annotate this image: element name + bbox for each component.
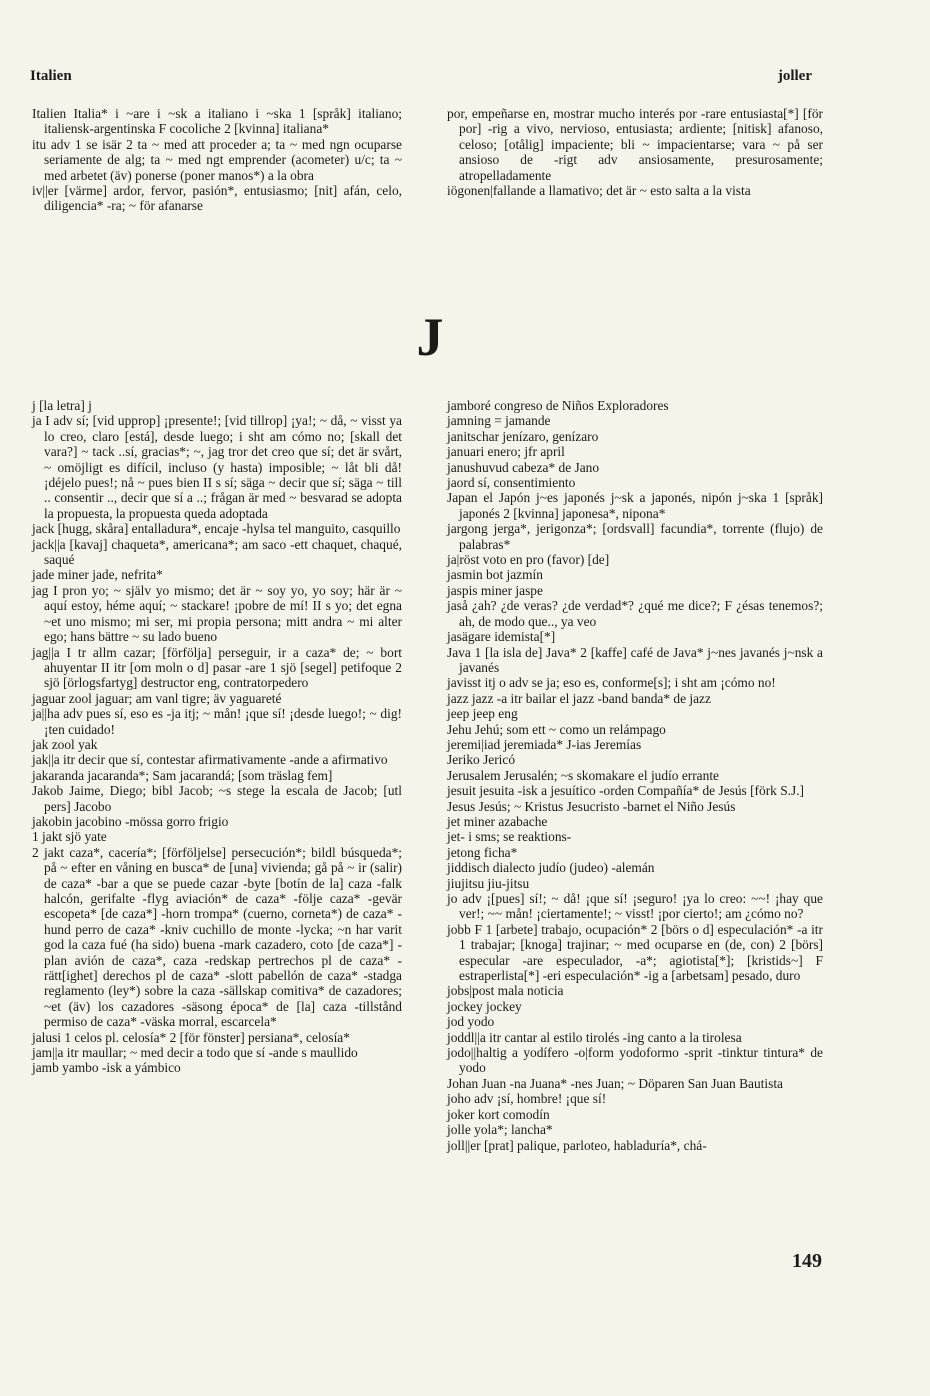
dictionary-entry: javisst itj o adv se ja; eso es, conforme[s]; i sht am ¡cómo no!: [447, 675, 776, 691]
dictionary-entry: jag||a I tr allm cazar; [förfölja] perseguir, ir a caza* de; ~ bort ahuyentar II itr [om moln o d] pasar -are 1 sjö [segel] petifoque 2 sjö [örlogsfartyg] destructor eng, contratorpedero: [32, 644, 402, 691]
dictionary-entry: janitschar jenízaro, genízaro: [447, 428, 599, 444]
section-letter: J: [416, 307, 444, 367]
column-top-right: [447, 106, 823, 198]
column-bottom-right: [447, 398, 823, 1153]
dictionary-entry: Jakob Jaime, Diego; bibl Jacob; ~s stege la escala de Jacob; [utl pers] Jacobo: [32, 783, 402, 814]
dictionary-entry: jolle yola*; lancha*: [447, 1122, 553, 1138]
dictionary-entry: jaguar zool jaguar; am vanl tigre; äv yaguareté: [32, 690, 282, 706]
column-top-left: [32, 106, 402, 214]
dictionary-entry: jaså ¿ah? ¿de veras? ¿de verdad*? ¿qué me dice?; F ¿ésas tenemos?; ah, de modo que.., ya veo: [447, 598, 823, 629]
dictionary-entry: jetong ficha*: [447, 844, 518, 860]
dictionary-entry: iögonen|fallande a llamativo; det är ~ esto salta a la vista: [447, 183, 751, 199]
dictionary-entry: jodo||haltig a yodífero -o|form yodoformo -sprit -tinktur tintura* de yodo: [447, 1045, 823, 1076]
dictionary-entry: jobb F 1 [arbete] trabajo, ocupación* 2 [börs o d] especulación* -a itr 1 trabajar; [knoga] trajinar; ~ med ocuparse en (de, con) 2 [börs] especular -are especulador, -a*; agiotista[*]; [kristids~] F estraperlista[*] -eri especulación* -ig a [arbetsam] pesado, duro: [447, 921, 823, 984]
running-head-left: Italien: [30, 68, 72, 84]
dictionary-entry: jack||a [kavaj] chaqueta*, americana*; am saco -ett chaquet, chaqué, saqué: [32, 536, 402, 568]
dictionary-entry: ja|röst voto en pro (favor) [de]: [447, 552, 610, 568]
dictionary-entry: por, empeñarse en, mostrar mucho interés por -rare entusiasta[*] [för por] -rig a vivo, nervioso, entusiasta; ardiente; [nitisk] afanoso, celoso; [otålig] impaciente; bli ~ impacientarse; vara ~ på ser ansioso de -rigt adv ansiosamente, presurosamente; atropelladamente: [447, 106, 823, 183]
dictionary-entry: Italien Italia* i ~are i ~sk a italiano i ~ska 1 [språk] italiano; italiensk-argentinska F cocoliche 2 [kvinna] italiana*: [32, 106, 402, 137]
dictionary-entry: jiujitsu jiu-jitsu: [447, 875, 530, 891]
column-bottom-left: [32, 398, 402, 1076]
dictionary-entry: jod yodo: [447, 1014, 495, 1030]
dictionary-entry: jak zool yak: [32, 736, 98, 752]
dictionary-entry: Jerusalem Jerusalén; ~s skomakare el judío errante: [447, 767, 719, 783]
dictionary-entry: janushuvud cabeza* de Jano: [447, 459, 600, 475]
dictionary-entry: joker kort comodín: [447, 1106, 550, 1122]
dictionary-entry: jet miner azabache: [447, 813, 548, 829]
dictionary-entry: 1 jakt sjö yate: [32, 829, 107, 845]
dictionary-entry: j [la letra] j: [32, 398, 92, 413]
dictionary-entry: Japan el Japón j~es japonés j~sk a japonés, nipón j~ska 1 [språk] japonés 2 [kvinna] japonesa*, nipona*: [447, 490, 823, 521]
dictionary-entry: joddl||a itr cantar al estilo tirolés -ing canto a la tirolesa: [447, 1029, 742, 1045]
dictionary-entry: jak||a itr decir que sí, contestar afirmativamente -ande a afirmativo: [32, 752, 388, 768]
dictionary-entry: ja||ha adv pues sí, eso es -ja itj; ~ mån! ¡que sí! ¡desde luego!; ~ dig! ¡ten cuidado!: [32, 706, 402, 737]
dictionary-entry: jam||a itr maullar; ~ med decir a todo que sí -ande s maullido: [32, 1045, 358, 1061]
dictionary-entry: jasmin bot jazmín: [447, 567, 543, 583]
dictionary-entry: jade miner jade, nefrita*: [32, 567, 163, 583]
dictionary-entry: jasägare idemista[*]: [447, 629, 556, 645]
page-number: 149: [792, 1250, 822, 1272]
dictionary-entry: Jehu Jehú; som ett ~ como un relámpago: [447, 721, 666, 737]
dictionary-entry: jet- i sms; se reaktions-: [447, 829, 572, 845]
dictionary-entry: jo adv ¡[pues] sí!; ~ då! ¡que sí! ¡seguro! ¡ya lo creo: ~~! ¡hay que ver!; ~~ mån! ¡ciertamente!; ~ visst! ¡por cierto!; am ¿cómo no?: [447, 891, 823, 922]
dictionary-entry: Jesus Jesús; ~ Kristus Jesucristo -barnet el Niño Jesús: [447, 798, 736, 814]
dictionary-entry: jamboré congreso de Niños Exploradores: [447, 398, 669, 413]
dictionary-entry: jobs|post mala noticia: [447, 983, 564, 999]
dictionary-entry: jamning = jamande: [447, 413, 551, 429]
dictionary-entry: joll||er [prat] palique, parloteo, habladuría*, chá-: [447, 1137, 707, 1153]
dictionary-entry: jazz jazz -a itr bailar el jazz -band banda* de jazz: [447, 690, 711, 706]
dictionary-entry: januari enero; jfr april: [447, 444, 565, 460]
dictionary-entry: joho adv ¡sí, hombre! ¡que sí!: [447, 1091, 607, 1107]
dictionary-entry: jalusi 1 celos pl. celosía* 2 [för fönster] persiana*, celosía*: [32, 1029, 350, 1045]
dictionary-entry: Johan Juan -na Juana* -nes Juan; ~ Döparen San Juan Bautista: [447, 1075, 783, 1091]
dictionary-entry: jesuit jesuita -isk a jesuítico -orden Compañía* de Jesús [förk S.J.]: [447, 783, 805, 799]
dictionary-entry: jargong jerga*, jerigonza*; [ordsvall] facundia*, torrente (flujo) de palabras*: [447, 521, 823, 552]
dictionary-entry: iv||er [värme] ardor, fervor, pasión*, entusiasmo; [nit] afán, celo, diligencia* -ra; ~ för afanarse: [32, 183, 402, 214]
dictionary-entry: 2 jakt caza*, cacería*; [förföljelse] persecución*; bildl búsqueda*; på ~ efter en våning en busca* de [una] vivienda; gå på ~ ir (salir) de caza* -bar a que se puede cazar -byte [botín de la] caza -falk halcón, gerifalte -flyg aviación* de caza* -följe caza* -gevär escopeta* [de caza*] -horn trompa* (cuerno, corneta*) de caza* -hund perro de caza* -kniv cuchillo de monte -lycka; ~n har varit god la caza fué (ha sido) buena -mark cazadero, coto [de caza*] -plan avión de caza*, caza -redskap pertrechos pl de caza* -rätt[ighet] derechos pl de caza* -slott pabellón de caza* -stadga reglamento (ley*) sobre la caza -sällskap comitiva* de cazadores; ~et (äv) los cazadores -säsong época* de [la] caza -tillstånd permiso de caza* -väska morral, escarcela*: [32, 844, 402, 1030]
running-head-right: joller: [777, 68, 812, 84]
dictionary-entry: jag I pron yo; ~ själv yo mismo; det är ~ soy yo, yo soy; här är ~ aquí estoy, héme aquí; ~ stackare! ¡pobre de mí! II s yo; det egna ~et uno mismo; mi ser, mi propia persona; mitt andra ~ mi alter ego; hans bättre ~ su lado bueno: [32, 582, 402, 645]
dictionary-entry: jamb yambo -isk a yámbico: [32, 1060, 181, 1076]
dictionary-entry: jeep jeep eng: [447, 706, 518, 722]
dictionary-entry: Jeriko Jericó: [447, 752, 516, 768]
dictionary-entry: itu adv 1 se isär 2 ta ~ med att proceder a; ta ~ med ngn ocuparse seriamente de alg; ta ~ med ngt emprender (acometer) u/c; ta ~ med arbetet (äv) ponerse (poner manos*) a la obra: [32, 136, 402, 183]
dictionary-entry: Java 1 [la isla de] Java* 2 [kaffe] café de Java* j~nes javanés j~nsk a javanés: [447, 644, 823, 675]
dictionary-entry: jakaranda jacaranda*; Sam jacarandá; [som träslag fem]: [32, 767, 333, 783]
dictionary-entry: ja I adv sí; [vid upprop] ¡presente!; [vid tillrop] ¡ya!; ~ då, ~ visst ya lo creo, claro [está], desde luego; i sht am cómo no; [skall det vara?] ~ tack ..sí, gracias*; ~, jag tror det creo que sí; det är svårt, ~ omöjligt es difícil, incluso (y hasta) imposible; ~ låt bli då! ¡déjelo pues!; nå ~ pues bien II s sí; säga ~ decir que sí; säga ~ till .. consentir .., decir que sí a ..; frågan är med ~ besvarad se adopta la propuesta, la propuesta queda adoptada: [32, 413, 402, 521]
dictionary-entry: jiddisch dialecto judío (judeo) -alemán: [447, 860, 655, 876]
dictionary-entry: jaord sí, consentimiento: [447, 475, 576, 491]
dictionary-entry: jack [hugg, skåra] entalladura*, encaje -hylsa tel manguito, casquillo: [32, 521, 401, 537]
dictionary-entry: jaspis miner jaspe: [447, 582, 543, 598]
dictionary-entry: jockey jockey: [447, 998, 522, 1014]
dictionary-entry: jeremi|iad jeremiada* J-ias Jeremías: [447, 736, 642, 752]
dictionary-entry: jakobin jacobino -mössa gorro frigio: [32, 813, 229, 829]
